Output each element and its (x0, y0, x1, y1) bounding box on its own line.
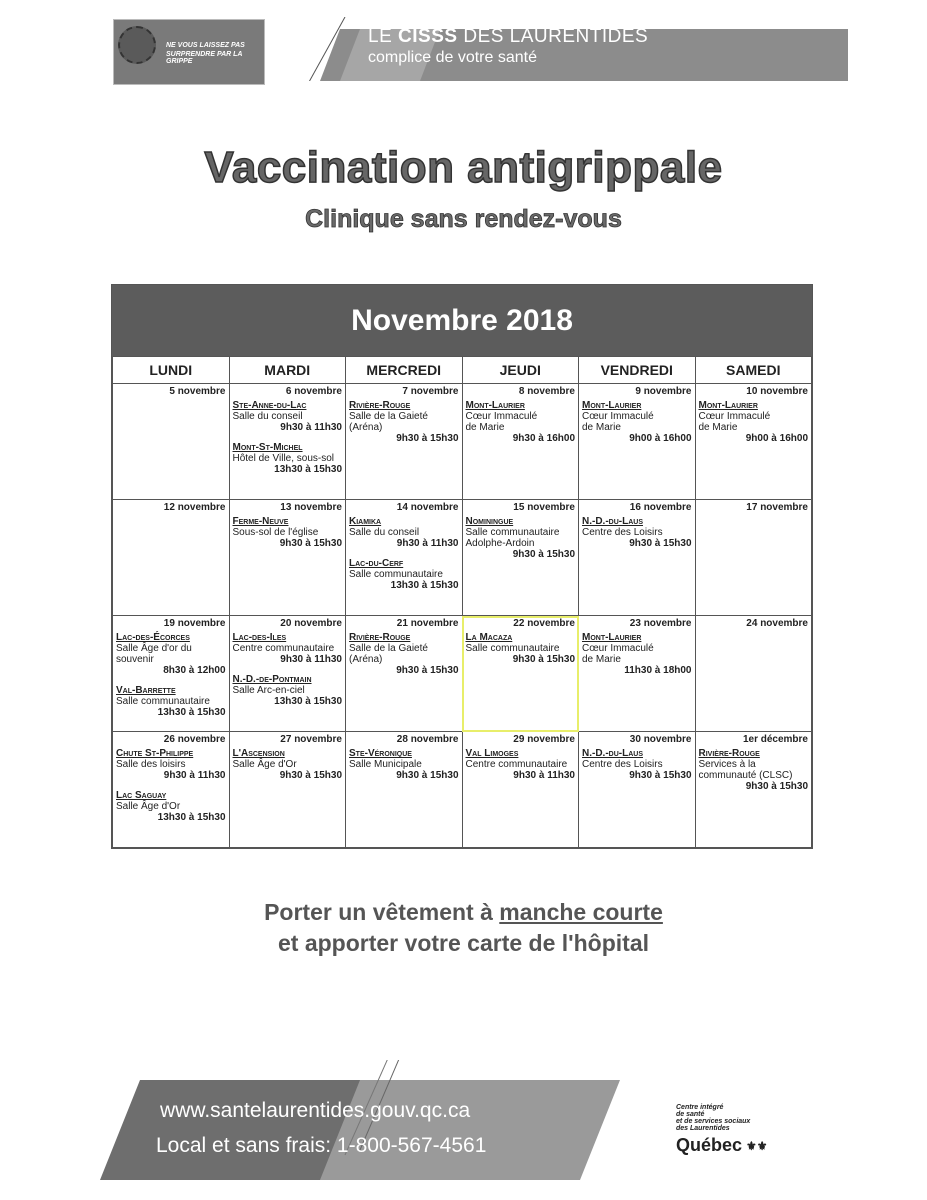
clinic-hours: 9h30 à 15h30 (396, 433, 459, 444)
clinic-room: Centre des Loisirs (582, 527, 663, 538)
org-name: LE CISSS DES LAURENTIDES (368, 26, 649, 47)
clinic-location: Rivière-Rouge (349, 400, 411, 411)
day-date: 5 novembre (169, 386, 226, 397)
day-date: 6 novembre (285, 386, 342, 397)
clinic-event (233, 632, 343, 666)
calendar-day-cell (346, 616, 463, 732)
clinic-hours: 13h30 à 15h30 (390, 580, 459, 591)
website-url: www.santelaurentides.gouv.qc.ca (160, 1099, 471, 1122)
clinic-room: Salle des loisirs (116, 759, 186, 770)
clinic-hours: 9h30 à 11h30 (280, 654, 342, 665)
clinic-location: Val Limoges (465, 748, 519, 759)
day-date: 10 novembre (746, 386, 808, 397)
instruction-line-1: Porter un vêtement à manche courte (264, 899, 663, 925)
day-date: 24 novembre (746, 618, 808, 629)
calendar-day-cell (462, 616, 579, 732)
clinic-hours: 9h30 à 15h30 (629, 538, 692, 549)
clinic-room: Salle Âge d'Or (232, 759, 297, 770)
clinic-room: Salle Âge d'or du souvenir (116, 643, 192, 665)
clinic-location: L'Ascension (232, 748, 285, 759)
calendar (111, 284, 813, 849)
clinic-event (349, 558, 459, 592)
clinic-room: Salle communautaire (349, 569, 443, 580)
calendar-day-cell (579, 384, 696, 500)
clinic-room: Centre communautaire (465, 759, 568, 770)
virus-mascot-icon (118, 26, 156, 64)
clinic-room: Services à la communauté (CLSC) (698, 759, 793, 781)
calendar-day-cell (695, 732, 812, 848)
calendar-day-cell (229, 732, 346, 848)
clinic-event (466, 516, 576, 561)
clinic-hours: 13h30 à 15h30 (157, 707, 226, 718)
clinic-event (233, 442, 343, 476)
calendar-day-cell (695, 384, 812, 500)
day-date: 28 novembre (396, 734, 459, 745)
clinic-hours: 13h30 à 15h30 (157, 812, 226, 823)
clinic-location: Rivière-Rouge (698, 748, 760, 759)
calendar-grid (112, 356, 812, 848)
clinic-location: Chute St-Philippe (116, 748, 194, 759)
day-date: 23 novembre (629, 618, 692, 629)
clinic-location: Ferme-Neuve (232, 516, 289, 527)
calendar-day-cell (346, 732, 463, 848)
clinic-hours: 9h30 à 15h30 (279, 538, 342, 549)
clinic-event (582, 516, 692, 550)
calendar-day-cell (462, 384, 579, 500)
clinic-event (466, 632, 576, 666)
calendar-day-cell (229, 500, 346, 616)
day-date: 21 novembre (396, 618, 459, 629)
calendar-day-cell (579, 732, 696, 848)
day-header: MARDI (229, 357, 346, 384)
calendar-day-cell (462, 500, 579, 616)
day-header: SAMEDI (695, 357, 812, 384)
day-date: 27 novembre (280, 734, 342, 745)
clinic-hours: 8h30 à 12h00 (163, 665, 226, 676)
clinic-location: Kiamika (349, 516, 382, 527)
clinic-event (582, 748, 692, 782)
clinic-hours: 13h30 à 15h30 (274, 696, 342, 707)
day-date: 16 novembre (629, 502, 692, 513)
clinic-location: Ste-Anne-du-Lac (232, 400, 307, 411)
clinic-location: Lac-des-Iles (232, 632, 287, 643)
day-date: 20 novembre (280, 618, 342, 629)
day-date: 17 novembre (746, 502, 808, 513)
clinic-event (116, 685, 226, 719)
org-tagline: complice de votre santé (368, 49, 537, 66)
calendar-week-row (113, 616, 812, 732)
day-date: 26 novembre (163, 734, 226, 745)
clinic-location: Mont-Laurier (582, 632, 642, 643)
clinic-event (349, 748, 459, 782)
clinic-location: Mont-Laurier (465, 400, 525, 411)
calendar-day-cell (695, 500, 812, 616)
calendar-day-cell (695, 616, 812, 732)
clinic-room: Sous-sol de l'église (232, 527, 319, 538)
day-date: 8 novembre (518, 386, 575, 397)
clinic-event (349, 400, 459, 445)
clinic-hours: 9h30 à 16h00 (512, 433, 575, 444)
clinic-event (699, 400, 809, 445)
clinic-hours: 9h30 à 15h30 (512, 654, 575, 665)
clinic-hours: 9h30 à 15h30 (279, 770, 342, 781)
clinic-room: Salle communautaire (465, 643, 560, 654)
thumb-line-1: NE VOUS LAISSEZ PAS (166, 42, 245, 49)
calendar-day-cell (462, 732, 579, 848)
clinic-hours: 9h30 à 11h30 (280, 422, 342, 433)
fleur-de-lis-flag-icon: ⚜⚜ (746, 1139, 768, 1154)
clinic-room: Centre communautaire (232, 643, 335, 654)
clinic-event (233, 400, 343, 434)
day-date: 13 novembre (280, 502, 342, 513)
clinic-hours: 9h30 à 15h30 (745, 781, 808, 792)
instruction-line-2: et apporter votre carte de l'hôpital (278, 930, 649, 956)
day-date: 30 novembre (629, 734, 692, 745)
day-date: 7 novembre (402, 386, 459, 397)
day-date: 29 novembre (513, 734, 575, 745)
clinic-location: Lac-du-Cerf (349, 558, 404, 569)
clinic-room: Salle de la Gaieté (Aréna) (349, 643, 428, 665)
clinic-hours: 9h30 à 15h30 (512, 549, 575, 560)
thumb-line-2: SURPRENDRE PAR LA GRIPPE (166, 51, 243, 65)
day-header: LUNDI (113, 357, 230, 384)
clinic-location: Lac Saguay (116, 790, 167, 801)
clinic-event (116, 748, 226, 782)
calendar-week-row (113, 500, 812, 616)
day-date: 22 novembre (513, 618, 575, 629)
clinic-room: Cœur Immaculé de Marie (582, 643, 654, 665)
day-header: JEUDI (462, 357, 579, 384)
clinic-hours: 9h30 à 15h30 (629, 770, 692, 781)
clinic-room: Salle Âge d'Or (116, 801, 181, 812)
clinic-location: La Macaza (465, 632, 513, 643)
calendar-day-cell (113, 732, 230, 848)
page-subtitle: Clinique sans rendez-vous (305, 205, 622, 233)
clinic-location: Mont-Laurier (582, 400, 642, 411)
government-logo: Centre intégré de santé et de services sociaux des Laurentides Québec ⚜⚜ (676, 1104, 768, 1155)
clinic-location: Ste-Véronique (349, 748, 412, 759)
clinic-location: Mont-Laurier (698, 400, 758, 411)
clinic-room: Salle du conseil (349, 527, 420, 538)
clinic-event (233, 748, 343, 782)
calendar-day-cell (229, 384, 346, 500)
clinic-event (466, 748, 576, 782)
calendar-day-cell (113, 500, 230, 616)
clinic-room: Salle du conseil (232, 411, 303, 422)
day-date: 14 novembre (396, 502, 459, 513)
calendar-day-cell (579, 616, 696, 732)
day-date: 1er décembre (742, 734, 808, 745)
clinic-location: Lac-des-Écorces (116, 632, 190, 643)
clinic-hours: 11h30 à 18h00 (624, 665, 692, 676)
clinic-location: N.-D.-du-Laus (582, 748, 643, 759)
footer-banner-background (100, 1060, 620, 1190)
calendar-month: Novembre 2018 (112, 285, 812, 356)
day-date: 9 novembre (635, 386, 692, 397)
day-date: 12 novembre (163, 502, 226, 513)
calendar-week-row (113, 384, 812, 500)
clinic-hours: 9h30 à 11h30 (396, 538, 459, 549)
clinic-room: Salle communautaire Adolphe-Ardoin (465, 527, 560, 549)
clinic-location: Val-Barrette (116, 685, 176, 696)
clinic-event (466, 400, 576, 445)
clinic-hours: 9h00 à 16h00 (629, 433, 692, 444)
calendar-week-row (113, 732, 812, 848)
clinic-location: N.-D.-de-Pontmain (232, 674, 312, 685)
phone-number: Local et sans frais: 1-800-567-4561 (156, 1134, 487, 1157)
clinic-hours: 13h30 à 15h30 (274, 464, 342, 475)
clinic-room: Salle communautaire (116, 696, 210, 707)
clinic-location: Mont-St-Michel (232, 442, 303, 453)
clinic-room: Cœur Immaculé de Marie (465, 411, 538, 433)
clinic-hours: 9h30 à 15h30 (396, 770, 459, 781)
page-title: Vaccination antigrippale (204, 143, 723, 192)
org-banner (300, 17, 848, 81)
calendar-day-cell (113, 384, 230, 500)
clinic-event (116, 790, 226, 824)
day-header: VENDREDI (579, 357, 696, 384)
clinic-hours: 9h00 à 16h00 (745, 433, 808, 444)
clinic-room: Cœur Immaculé de Marie (698, 411, 771, 433)
calendar-day-cell (346, 500, 463, 616)
clinic-event (699, 748, 809, 793)
clinic-hours: 9h30 à 11h30 (513, 770, 575, 781)
clinic-location: Rivière-Rouge (349, 632, 411, 643)
clinic-room: Hôtel de Ville, sous-sol (232, 453, 335, 464)
clinic-room: Salle Arc-en-ciel (232, 685, 305, 696)
clinic-event (233, 516, 343, 550)
clinic-event (116, 632, 226, 677)
clinic-event (349, 632, 459, 677)
clinic-event (582, 632, 692, 677)
clinic-room: Salle de la Gaieté (Aréna) (349, 411, 428, 433)
flu-campaign-thumbnail (113, 19, 265, 85)
clinic-location: N.-D.-du-Laus (582, 516, 643, 527)
clinic-event (582, 400, 692, 445)
clinic-room: Centre des Loisirs (582, 759, 663, 770)
clinic-room: Cœur Immaculé de Marie (582, 411, 654, 433)
clinic-event (233, 674, 343, 708)
clinic-room: Salle Municipale (349, 759, 422, 770)
clinic-hours: 9h30 à 11h30 (163, 770, 226, 781)
calendar-day-cell (113, 616, 230, 732)
calendar-day-cell (346, 384, 463, 500)
calendar-day-cell (579, 500, 696, 616)
day-date: 19 novembre (163, 618, 226, 629)
calendar-day-cell (229, 616, 346, 732)
day-date: 15 novembre (513, 502, 575, 513)
clinic-hours: 9h30 à 15h30 (396, 665, 459, 676)
clinic-location: Nominingue (465, 516, 514, 527)
quebec-wordmark: Québec (676, 1135, 743, 1155)
clinic-event (349, 516, 459, 550)
day-header: MERCREDI (346, 357, 463, 384)
